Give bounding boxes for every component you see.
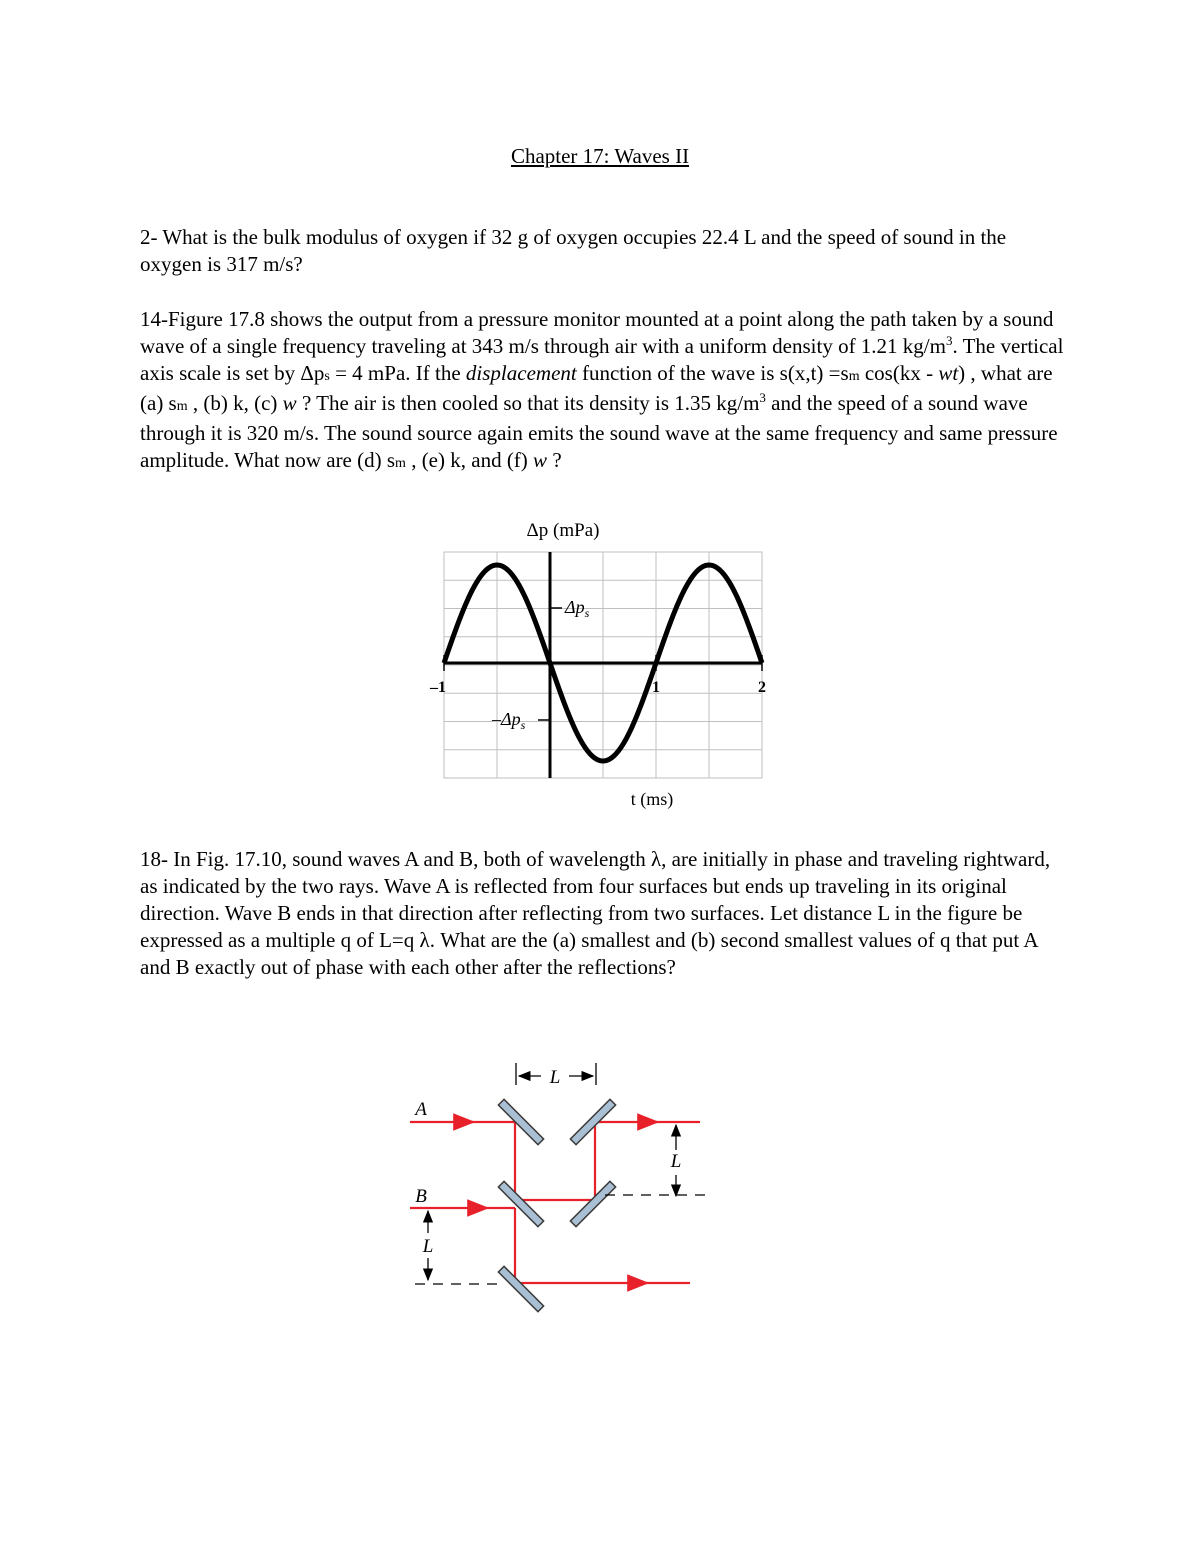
dim-top-label: L <box>549 1067 561 1088</box>
q14-sub-m-2: m <box>176 399 188 414</box>
q14-w-1: w <box>282 391 297 415</box>
chart-x-tick-label-2: 2 <box>758 679 766 696</box>
chart-x-tick-label-1: 1 <box>652 679 660 696</box>
chart-y-tick-label-pos-main: Δp <box>565 597 585 617</box>
q14-displacement: displacement <box>465 361 577 385</box>
question-2: 2- What is the bulk modulus of oxygen if 32 g of oxygen occupies 22.4 L and the speed of sound in the oxygen is 317 m/s? <box>140 225 1007 276</box>
question-18: 18- In Fig. 17.10, sound waves A and B, both of wavelength λ, are initially in phase and traveling rightward, as indicated by the two rays. Wave A is reflected from four surfaces but ends up traveling in its original direction. Wave B ends in that direction after reflecting from two surfaces. Let distance L in the figure be expressed as a multiple q of L=q λ. What are the (a) smallest and (b) second smallest values of q that put A and B exactly out of phase with each other after the reflections? <box>140 847 1051 979</box>
q14-text-5: cos(kx - <box>859 361 939 385</box>
q14-text-3: = 4 mPa. If the <box>329 361 466 385</box>
mirror-diagram <box>395 1055 715 1335</box>
q14-text-11: ? <box>547 448 562 472</box>
chart-y-tick-label-neg <box>491 709 526 732</box>
q14-sup-3a: 3 <box>945 333 953 348</box>
q14-text-7: , (b) k, (c) <box>187 391 283 415</box>
dim-left-label: L <box>422 1236 434 1257</box>
q14-text-1: Figure 17.8 shows the output from a pressure monitor mounted at a point along the path taken by a sound wave of a single frequency traveling at 343 m/s through air with a uniform density of 1.21 kg/m <box>140 307 1054 358</box>
chart-y-tick-label-pos <box>564 597 590 620</box>
q14-text-2: . The vertical axis scale is set by Δp <box>140 334 1064 385</box>
pressure-chart <box>420 510 790 815</box>
chart-grid <box>444 552 762 778</box>
mirror-middle-right <box>570 1181 615 1226</box>
question-14 <box>140 306 1070 477</box>
q14-text-8: ? The air is then cooled so that its density is 1.35 kg/m <box>296 391 760 415</box>
chart-y-tick-label-pos-sub: s <box>584 606 590 620</box>
q14-w-2: w <box>533 448 548 472</box>
page-title: Chapter 17: Waves II <box>510 144 690 168</box>
q14-text-10: , (e) k, and (f) <box>405 448 534 472</box>
chart-ylabel: Δp (mPa) <box>526 520 600 541</box>
q14-text-6: ) , what are (a) s <box>140 361 1053 415</box>
q14-number: 14- <box>140 307 168 331</box>
chart-y-tick-label-neg-main: –Δp <box>492 709 521 729</box>
ray-a-label: A <box>415 1099 427 1120</box>
q14-sub-m-1: m <box>848 369 860 384</box>
q14-sub-s: s <box>324 369 330 384</box>
q14-sub-m-3: m <box>395 456 406 471</box>
dim-right-label: L <box>670 1151 682 1172</box>
chart-x-tick-label-0: –1 <box>430 679 446 696</box>
mirror-middle-left <box>498 1181 543 1226</box>
q14-wt: wt <box>938 361 959 385</box>
q14-text-4: function of the wave is s(x,t) =s <box>576 361 849 385</box>
chart-xlabel: t (ms) <box>630 789 674 809</box>
ray-b-label: B <box>415 1186 427 1207</box>
mirror-bottom <box>498 1266 543 1311</box>
chart-y-tick-label-neg-sub: s <box>520 718 526 732</box>
q14-text-9: and the speed of a sound wave through it is 320 m/s. The sound source again emits the sound wave at the same frequency and same pressure amplitude. What now are (d) s <box>140 391 1058 472</box>
q14-sup-3b: 3 <box>759 390 766 405</box>
